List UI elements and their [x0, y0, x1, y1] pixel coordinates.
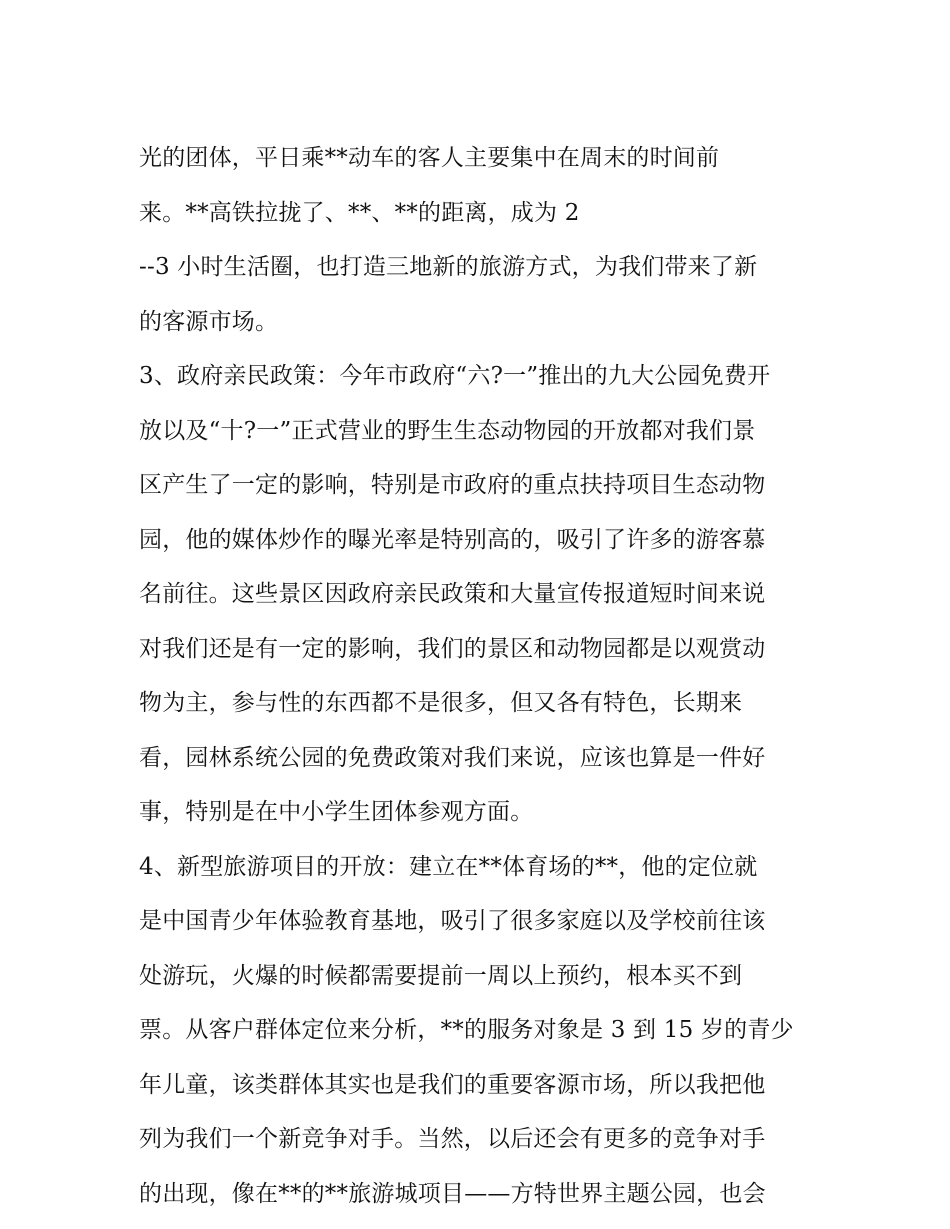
text-line: 对我们还是有一定的影响，我们的景区和动物园都是以观赏动: [139, 635, 766, 662]
text-line: 列为我们一个新竞争对手。当然，以后还会有更多的竞争对手: [139, 1126, 766, 1152]
text-line: 处游玩，火爆的时候都需要提前一周以上预约，根本买不到: [139, 962, 743, 989]
text-line: 票。从客户群体定位来分析，**的服务对象是 3 到 15 岁的青少: [139, 1017, 794, 1043]
text-line: 物为主，参与性的东西都不是很多，但又各有特色，长期来: [139, 690, 743, 716]
text-line: 事，特别是在中小学生团体参观方面。: [139, 799, 534, 825]
text-line: 4、新型旅游项目的开放：建立在**体育场的**，他的定位就: [139, 853, 758, 880]
text-line: --3 小时生活圈，也打造三地新的旅游方式，为我们带来了新: [139, 254, 758, 280]
text-line: 看，园林系统公园的免费政策对我们来说，应该也算是一件好: [139, 744, 766, 771]
text-line: 放以及“十?一”正式营业的野生生态动物园的开放都对我们景: [139, 417, 756, 444]
text-line: 年儿童，该类群体其实也是我们的重要客源市场，所以我把他: [139, 1071, 766, 1098]
text-line: 是中国青少年体验教育基地，吸引了很多家庭以及学校前往该: [139, 908, 766, 934]
text-line: 的客源市场。: [139, 308, 279, 335]
text-line: 光的团体，平日乘**动车的客人主要集中在周末的时间前: [139, 145, 720, 171]
text-line: 名前往。这些景区因政府亲民政策和大量宣传报道短时间来说: [139, 581, 766, 607]
text-line: 来。**高铁拉拢了、**、**的距离，成为 2: [139, 199, 580, 226]
text-line: 区产生了一定的影响，特别是市政府的重点扶持项目生态动物: [139, 472, 766, 498]
text-line: 园，他的媒体炒作的曝光率是特别高的，吸引了许多的游客慕: [139, 526, 766, 553]
text-line: 3、政府亲民政策：今年市政府“六?一”推出的九大公园免费开: [139, 363, 771, 389]
document-body: [139, 131, 819, 1221]
text-line: 的出现，像在**的**旅游城项目——方特世界主题公园，也会: [139, 1180, 766, 1207]
